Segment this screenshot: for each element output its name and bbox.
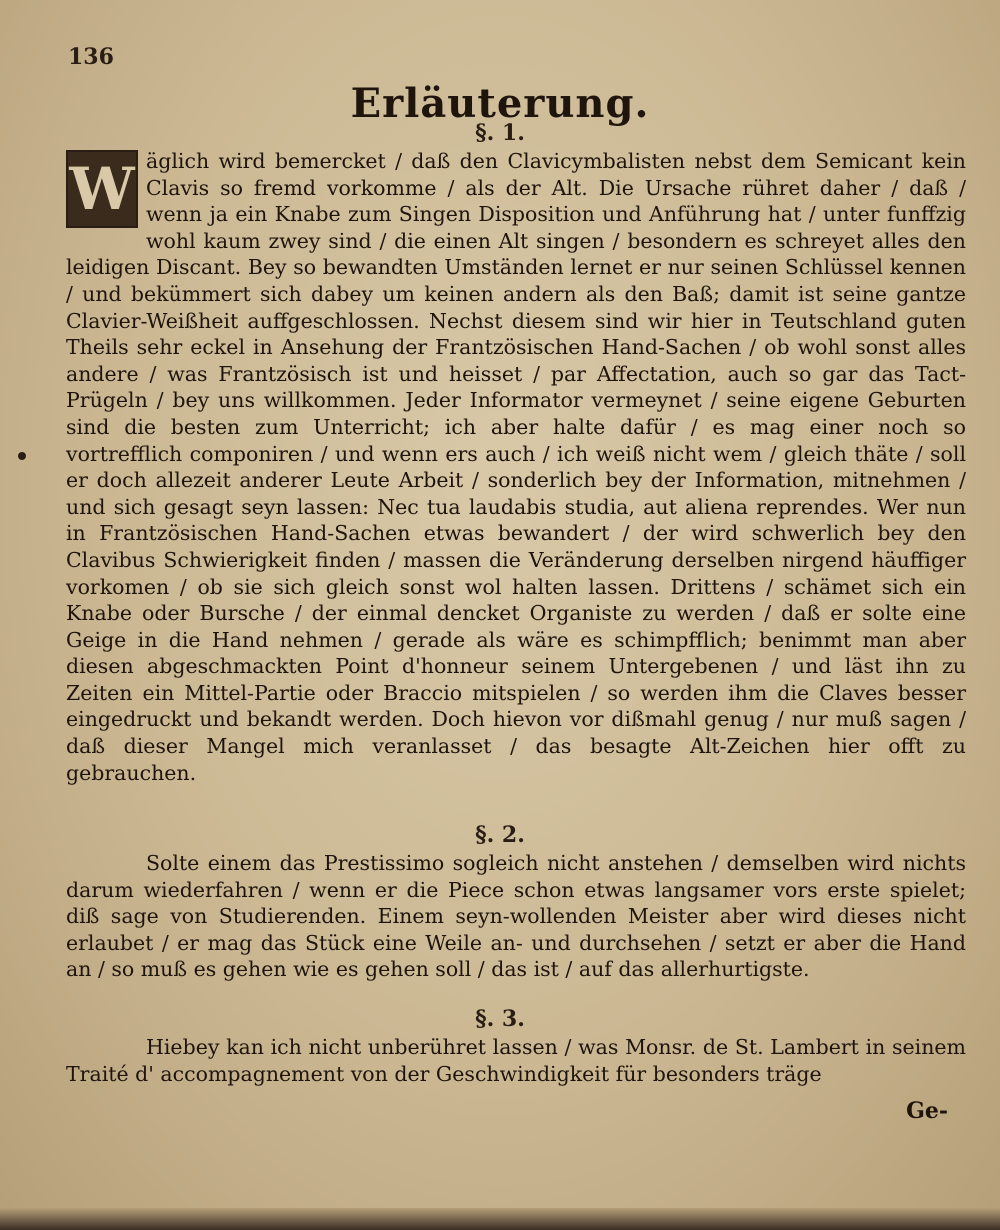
section-1-body: äglich wird bemercket / daß den Clavicymbalisten nebst dem Semicant kein Clavis so fremd vorkomme / als der Alt. Die Ursache rühret daher / daß / wenn ja ein Knabe zum Singen Disposition und Anführung hat / unter funffzig wohl kaum zwey sind / die einen Alt singen / besondern es schreyet alles den leidigen Discant. Bey so bewandten Umständen lernet er nur seinen Schlüssel kennen / und bekümmert sich dabey um keinen andern als den Baß; damit ist seine gantze Clavier-Weißheit auffgeschlossen. Nechst diesem sind wir hier in Teutschland guten Theils sehr eckel in Ansehung der Frantzösischen Hand-Sachen / ob wohl sonst alles andere / was Frantzösisch ist und heisset / par Affectation, auch so gar das Tact-Prügeln / bey uns willkommen. Jeder Informator vermeynet / seine eigene Geburten sind die besten zum Unterricht; ich aber halte dafür / es mag einer noch so vortrefflich componiren / und wenn ers auch / ich weiß nicht wem / gleich thäte / soll er doch allezeit anderer Leute Arbeit / sonderlich bey der Information, mitnehmen / und sich gesagt seyn lassen: Nec tua laudabis studia, aut aliena reprendes. Wer nun in Frantzösischen Hand-Sachen etwas bewandert / der wird schwerlich bey den Clavibus Schwierigkeit finden / massen die Veränderung derselben nirgend häuffiger vorkomen / ob sie sich gleich sonst wol halten lassen. Drittens / schämet sich ein Knabe oder Bursche / der einmal dencket Organiste zu werden / daß er solte eine Geige in die Hand nehmen / gerade als wäre es schimpfflich; benimmt man aber diesen abgeschmackten Point d'honneur seinem Untergebenen / und läst ihn zu Zeiten ein Mittel-Partie oder Braccio mitspielen / so werden ihm die Claves besser eingedruckt und bekandt werden. Doch hievon vor dißmahl genug / nur muß sagen / daß dieser Mangel mich veranlasset / das besagte Alt-Zeichen hier offt zu gebrauchen. (66, 149, 966, 785)
section-mark-3: §. 3. (475, 1006, 525, 1032)
section-3-text: Hiebey kan ich nicht unberühret lassen / was Monsr. de St. Lambert in seinem Traité d' accompagnement von der Geschwindigkeit für besonders träge (66, 1035, 966, 1086)
margin-mark (18, 452, 26, 460)
decorated-initial: W (66, 150, 138, 228)
section-1-text (66, 148, 966, 786)
section-mark-2: §. 2. (475, 822, 525, 848)
page-number: 136 (68, 44, 114, 70)
page-heading: Erläuterung. (350, 80, 650, 127)
section-2-text: Solte einem das Prestissimo sogleich nicht anstehen / demselben wird nichts darum wiederfahren / wenn er die Piece schon etwas langsamer vors erste spielet; diß sage von Studierenden. Einem seyn-wollenden Meister aber wird dieses nicht erlaubet / er mag das Stück eine Weile an- und durchsehen / setzt er aber die Hand an / so muß es gehen wie es gehen soll / das ist / auf das allerhurtigste. (66, 851, 966, 982)
section-mark-1: §. 1. (475, 120, 525, 146)
catchword: Ge- (906, 1098, 948, 1124)
